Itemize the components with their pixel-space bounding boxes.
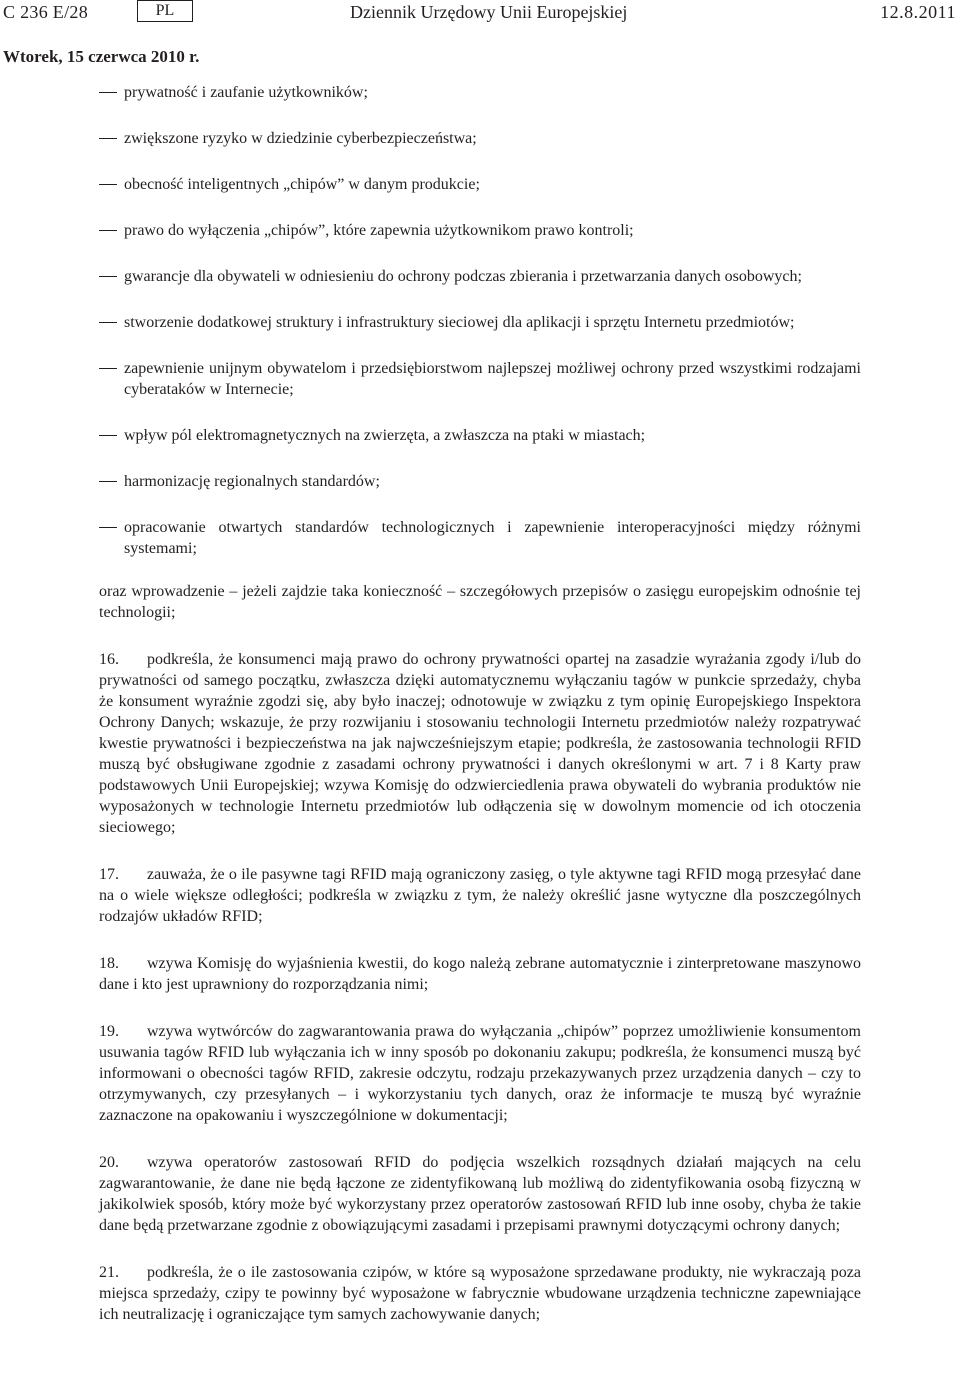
paragraph-text: podkreśla, że konsumenci mają prawo do ochrony prywatności opartej na zasadzie wyrażania zgody i/lub do prywatności od samego początku, zwłaszcza dzięki automatycznemu wyłączaniu tagów w punkcie sprzedaży, chyba że konsument wyraźnie zgodzi się, aby było inaczej; odnotowuje w związku z tym opinię Europejskiego Inspektora Ochrony Danych; wskazuje, że przy rozwijaniu i stosowaniu technologii Internetu przedmiotów należy rozpatrywać kwestie prywatności i bezpieczeństwa na jak najwcześniejszym etapie; podkreśla, że zastosowania technologii RFID muszą być obsługiwane zgodnie z zasadami ochrony prywatności i danych określonymi w art. 7 i 8 Karty praw podstawowych Unii Europejskiej; wzywa Komisję do odzwierciedlenia prawa obywateli do wybrania produktów nie wyposażonych w technologie Internetu przedmiotów lub odłączenia się w dowolnym momencie od ich otoczenia sieciowego; <box>99 651 861 836</box>
dash-marker <box>99 138 117 139</box>
dash-marker <box>99 435 117 436</box>
paragraph-number: 16. <box>99 651 119 668</box>
bullet-item: prawo do wyłączenia „chipów”, które zapewnia użytkownikom prawo kontroli; <box>99 220 861 241</box>
paragraph-text: wzywa operatorów zastosowań RFID do podjęcia wszelkich rozsądnych działań mających na celu zagwarantowanie, że dane nie będą łączone ze zidentyfikowaną lub możliwą do zidentyfikowania osobą fizyczną w jakikolwiek sposób, który może być wykorzystany przez operatorów zastosowań RFID lub inne osoby, chyba że takie dane będą przetwarzane zgodnie z obowiązującymi zasadami i przepisami prawnymi dotyczącymi ochrony danych; <box>99 1154 861 1234</box>
paragraph-text: podkreśla, że o ile zastosowania czipów, w które są wyposażone sprzedawane produkty, nie wykraczają poza miejsca sprzedaży, czipy te powinny być wyposażone w fabrycznie wbudowane urządzenia techniczne zapewniające ich neutralizację i ograniczające tym samych zachowywanie danych; <box>99 1264 861 1323</box>
bullet-item: zwiększone ryzyko w dziedzinie cyberbezpieczeństwa; <box>99 128 861 149</box>
paragraph-text: wzywa wytwórców do zagwarantowania prawa do wyłączania „chipów” poprzez umożliwienie konsumentom usuwania tagów RFID lub wyłączania ich w inny sposób po dokonaniu zakupu; podkreśla, że konsumenci muszą być informowani o obecności tagów RFID, zakresie odczytu, rodzaju przekazywanych przez urządzenia danych – czy to otrzymywanych, czy przesyłanych – i wykorzystaniu tych danych, oraz że informacje te muszą być wyraźnie zaznaczone na opakowaniu i wyszczególnione w dokumentacji; <box>99 1023 861 1124</box>
document-body <box>99 82 861 1351</box>
paragraph-number: 20. <box>99 1154 119 1171</box>
session-date: Wtorek, 15 czerwca 2010 r. <box>3 47 200 66</box>
page-header <box>0 0 960 30</box>
bullet-item: stworzenie dodatkowej struktury i infrastruktury sieciowej dla aplikacji i sprzętu Internetu przedmiotów; <box>99 312 861 333</box>
paragraph-number: 19. <box>99 1023 119 1040</box>
series-reference: C 236 E/28 <box>3 2 89 22</box>
paragraph-text: zauważa, że o ile pasywne tagi RFID mają ograniczony zasięg, o tyle aktywne tagi RFID mogą przesyłać dane na o wiele większe odległości; podkreśla w związku z tym, że należy określić jasne wytyczne dla poszczególnych rodzajów układów RFID; <box>99 866 861 925</box>
bullet-item: gwarancje dla obywateli w odniesieniu do ochrony podczas zbierania i przetwarzania danych osobowych; <box>99 266 861 287</box>
dash-marker <box>99 322 117 323</box>
journal-title: Dziennik Urzędowy Unii Europejskiej <box>350 2 628 22</box>
dash-marker <box>99 184 117 185</box>
dash-marker <box>99 230 117 231</box>
publication-date: 12.8.2011 <box>880 2 956 22</box>
paragraph-number: 21. <box>99 1264 119 1281</box>
paragraph-number: 17. <box>99 866 119 883</box>
numbered-paragraph <box>99 864 861 927</box>
numbered-paragraph <box>99 1152 861 1236</box>
dash-marker <box>99 527 117 528</box>
bullet-item: wpływ pól elektromagnetycznych na zwierzęta, a zwłaszcza na ptaki w miastach; <box>99 425 861 446</box>
language-badge: PL <box>137 0 193 22</box>
dash-marker <box>99 92 117 93</box>
dash-marker <box>99 276 117 277</box>
dash-marker <box>99 368 117 369</box>
numbered-paragraph <box>99 953 861 995</box>
bullet-item: prywatność i zaufanie użytkowników; <box>99 82 861 103</box>
paragraph-number: 18. <box>99 955 119 972</box>
dash-marker <box>99 481 117 482</box>
numbered-paragraph <box>99 1021 861 1126</box>
closing-text: oraz wprowadzenie – jeżeli zajdzie taka konieczność – szczegółowych przepisów o zasięgu europejskim odnośnie tej technologii; <box>99 583 861 621</box>
bullet-item: zapewnienie unijnym obywatelom i przedsiębiorstwom najlepszej możliwej ochrony przed wszystkimi rodzajami cyberataków w Internecie; <box>99 358 861 400</box>
bullet-item: opracowanie otwartych standardów technologicznych i zapewnienie interoperacyjności między różnymi systemami; <box>99 517 861 559</box>
paragraph-text: wzywa Komisję do wyjaśnienia kwestii, do kogo należą zebrane automatycznie i zinterpretowane maszynowo dane i kto jest uprawniony do rozporządzania nimi; <box>99 955 861 993</box>
bullet-item: obecność inteligentnych „chipów” w danym produkcie; <box>99 174 861 195</box>
numbered-paragraph <box>99 1262 861 1325</box>
numbered-paragraph <box>99 649 861 838</box>
bullet-item: harmonizację regionalnych standardów; <box>99 471 861 492</box>
